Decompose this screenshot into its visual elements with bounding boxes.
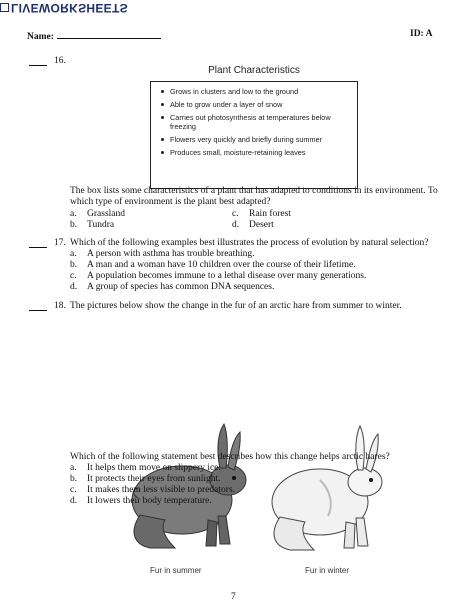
q17-answer-blank[interactable] bbox=[29, 239, 47, 251]
q17-option-d[interactable]: d. A group of species has common DNA sequences. bbox=[70, 282, 275, 292]
name-field bbox=[27, 29, 161, 42]
q18-number: 18. bbox=[54, 301, 66, 311]
q16-number: 16. bbox=[54, 56, 66, 66]
q17-option-c[interactable]: c. A population becomes immune to a lethal disease over many generations. bbox=[70, 271, 367, 281]
q16-option-a[interactable]: a. Grassland bbox=[70, 209, 125, 219]
q18-question: Which of the following statement best describes how this change helps arctic hares? bbox=[70, 452, 390, 462]
q16-prompt-line1: The box lists some characteristics of a plant that has adapted to conditions in its environment. To bbox=[70, 186, 438, 196]
q18-answer-blank[interactable] bbox=[29, 302, 47, 314]
name-label: Name: bbox=[27, 32, 54, 42]
q18-option-b[interactable]: b. It protects their eyes from sunlight. bbox=[70, 474, 221, 484]
caption-winter: Fur in winter bbox=[305, 566, 350, 575]
caption-summer: Fur in summer bbox=[150, 566, 202, 575]
plant-characteristics-title: Plant Characteristics bbox=[208, 65, 300, 76]
winter-hare-image bbox=[272, 426, 382, 550]
logo-mark-icon bbox=[0, 3, 9, 12]
characteristic-item: Flowers very quickly and briefly during summer bbox=[161, 135, 351, 144]
page-number: 7 bbox=[231, 592, 236, 602]
q17-number: 17. bbox=[54, 238, 66, 248]
q16-option-c[interactable]: c. Rain forest bbox=[232, 209, 291, 219]
q17-prompt: Which of the following examples best illustrates the process of evolution by natural selection? bbox=[70, 238, 429, 248]
plant-characteristics-box bbox=[150, 81, 358, 189]
characteristic-item: Carries out photosynthesis at temperatures below freezing bbox=[161, 113, 351, 131]
q16-option-d[interactable]: d. Desert bbox=[232, 220, 274, 230]
q18-option-c[interactable]: c. It makes them less visible to predators. bbox=[70, 485, 236, 495]
q16-answer-blank[interactable] bbox=[29, 57, 47, 69]
characteristic-item: Able to grow under a layer of snow bbox=[161, 100, 351, 109]
q16-prompt-line2: which type of environment is the plant best adapted? bbox=[70, 197, 271, 207]
characteristic-item: Produces small, moisture-retaining leaves bbox=[161, 148, 351, 157]
q17-option-b[interactable]: b. A man and a woman have 10 children over the course of their lifetime. bbox=[70, 260, 356, 270]
q16-prompt bbox=[70, 186, 465, 208]
q17-option-a[interactable]: a. A person with asthma has trouble breathing. bbox=[70, 249, 255, 259]
characteristic-item: Grows in clusters and low to the ground bbox=[161, 87, 351, 96]
q18-prompt: The pictures below show the change in the fur of an arctic hare from summer to winter. bbox=[70, 301, 402, 311]
q18-option-d[interactable]: d. It lowers their body temperature. bbox=[70, 496, 212, 506]
id-label: ID: A bbox=[410, 29, 433, 39]
liveworksheets-logo: LIVEWORKSHEETS bbox=[0, 0, 95, 13]
q18-option-a[interactable]: a. It helps them move on slippery ice. bbox=[70, 463, 221, 473]
q16-option-b[interactable]: b. Tundra bbox=[70, 220, 115, 230]
name-blank[interactable] bbox=[57, 29, 161, 39]
